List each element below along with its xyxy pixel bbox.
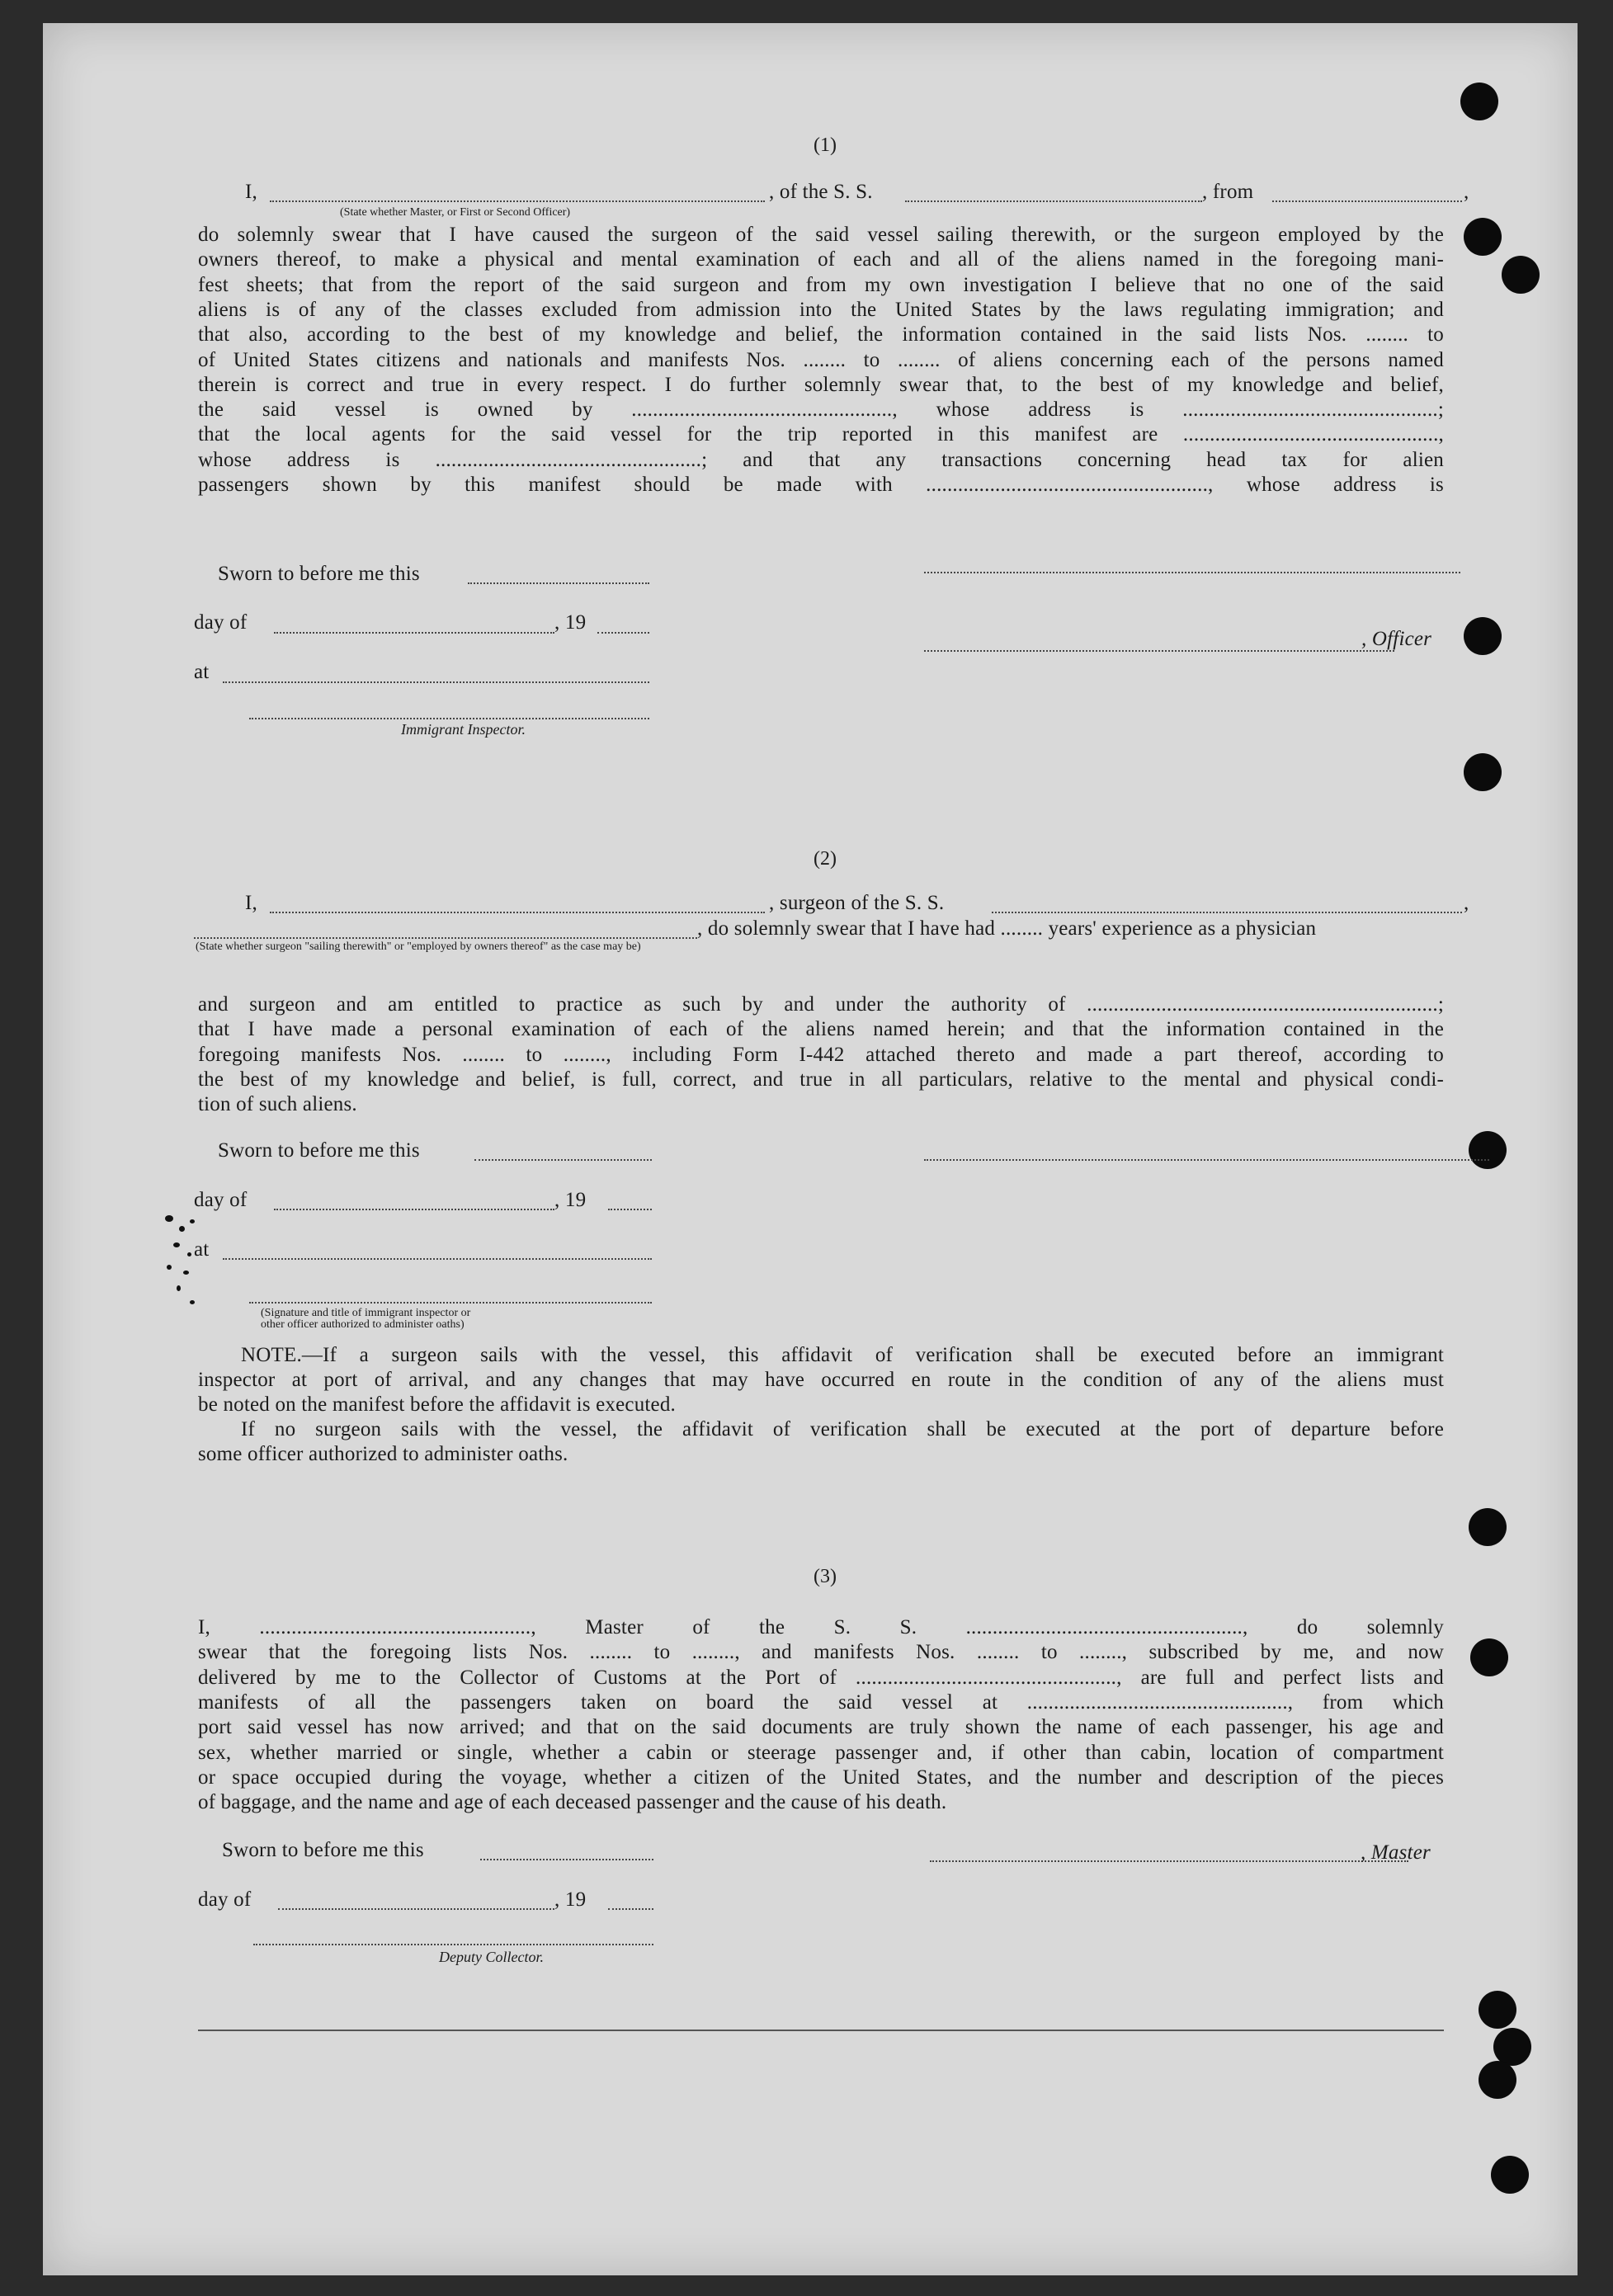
sec3-sworn-label: Sworn to before me this [222, 1839, 424, 1861]
sec1-at-field [223, 681, 649, 683]
sec2-sworn-field [474, 1159, 652, 1161]
ink-speck [173, 1242, 180, 1247]
sec2-sworn-label: Sworn to before me this [218, 1139, 420, 1162]
sec1-body-line: aliens is of any of the classes excluded from admission into the United States by the laws regulating immigration; and [198, 298, 1444, 321]
sec1-officer-field [270, 200, 765, 202]
sec2-swear-line: , do solemnly swear that I have had ........ years' experience as a physician [697, 917, 1317, 940]
sec3-master-line [930, 1860, 1408, 1862]
sec2-state-note: (State whether surgeon "sailing therewith" or "employed by owners thereof" as the case may be) [196, 941, 641, 953]
sec1-signature-line [924, 572, 1460, 573]
sec2-i-label: I, [245, 892, 257, 914]
sec3-body-line: delivered by me to the Collector of Customs at the Port of ................................................., are full and perfect lists and [198, 1666, 1444, 1689]
ink-speck [179, 1226, 185, 1232]
sec1-ship-field [905, 200, 1202, 202]
sec2-year-field [608, 1209, 652, 1210]
sec1-body-line: fest sheets; that from the report of the said surgeon and from my own investigation I believe that no one of the said [198, 273, 1444, 296]
sec3-year-field [608, 1908, 653, 1910]
sec1-inspector-label: Immigrant Inspector. [401, 721, 526, 738]
sec2-day-of-label: day of [194, 1189, 248, 1211]
manifest-affidavit-page [43, 23, 1578, 2275]
sec2-body-line: tion of such aliens. [198, 1093, 357, 1116]
sec2-body-line: and surgeon and am entitled to practice as such by and under the authority of ..................................................................; [198, 993, 1444, 1016]
sec1-trailing-comma: , [1464, 181, 1469, 203]
sec2-state-field [194, 937, 697, 939]
ink-speck [187, 1252, 191, 1256]
sec1-officer-line [924, 650, 1394, 652]
sec1-sworn-field [468, 582, 649, 584]
sec2-day-field [274, 1209, 554, 1210]
sec1-body-line: therein is correct and true in every respect. I do further solemnly swear that, to the best of my knowledge and belief, [198, 373, 1444, 396]
sec3-collector-line [253, 1944, 653, 1945]
sec3-collector-label: Deputy Collector. [439, 1949, 544, 1965]
sec3-master-label: , Master [1361, 1841, 1431, 1864]
sec1-state-note: (State whether Master, or First or Second Officer) [340, 206, 571, 219]
sec2-note-line: If no surgeon sails with the vessel, the affidavit of verification shall be executed at the port of departure before [241, 1418, 1444, 1440]
ink-speck [183, 1271, 189, 1275]
sec1-officer-label: , Officer [1361, 628, 1432, 650]
ink-speck [190, 1300, 195, 1304]
sec2-note-line: inspector at port of arrival, and any changes that may have occurred en route in the condition of any of the aliens must [198, 1369, 1444, 1391]
sec1-body-line: of United States citizens and nationals and manifests Nos. ........ to ........ of aliens concerning each of the persons named [198, 348, 1444, 371]
sec2-note-line: some officer authorized to administer oaths. [198, 1443, 568, 1465]
punch-hole [1464, 753, 1502, 791]
punch-hole [1470, 1638, 1508, 1676]
sec2-note-line: NOTE.—If a surgeon sails with the vessel, this affidavit of verification shall be executed before an immigrant [241, 1344, 1444, 1366]
sec1-body-line: the said vessel is owned by ................................................., whose address is ................................................; [198, 398, 1444, 422]
punch-hole [1464, 218, 1502, 256]
ink-speck [177, 1285, 181, 1291]
sec3-body-line: or space occupied during the voyage, whether a citizen of the United States, and the number and description of the pieces [198, 1766, 1444, 1789]
sec1-body-line: that also, according to the best of my knowledge and belief, the information contained in the said lists Nos. ........ to [198, 323, 1444, 347]
punch-hole [1464, 617, 1502, 655]
punch-hole [1469, 1131, 1507, 1169]
ink-speck [167, 1265, 172, 1270]
punch-hole [1479, 2061, 1516, 2099]
sec1-at-label: at [194, 661, 210, 683]
sec2-year-label: , 19 [554, 1189, 587, 1211]
section-1-number: (1) [814, 134, 837, 156]
sec1-body-line: do solemnly swear that I have caused the surgeon of the said vessel sailing therewith, or the surgeon employed by the [198, 224, 1444, 246]
sec1-day-of-label: day of [194, 611, 248, 634]
sec3-year-label: , 19 [554, 1888, 587, 1911]
sec3-body-line: I, ..................................................., Master of the S. S. ...................................................., do solemnly [198, 1616, 1444, 1638]
sec1-from-label: , from [1202, 181, 1254, 203]
sec2-body-line: the best of my knowledge and belief, is full, correct, and true in all particulars, relative to the mental and physical condi- [198, 1068, 1444, 1091]
sec3-body-line: swear that the foregoing lists Nos. ........ to ........, and manifests Nos. ........ to ........, subscribed by me, and now [198, 1641, 1444, 1664]
sec2-sig-note-1: (Signature and title of immigrant inspector or [261, 1307, 471, 1319]
punch-hole [1469, 1508, 1507, 1546]
sec2-trailing-comma: , [1464, 892, 1469, 914]
sec2-surgeon-of-label: , surgeon of the S. S. [769, 892, 945, 914]
sec2-inspector-line [249, 1302, 652, 1304]
sec2-at-label: at [194, 1238, 210, 1261]
sec2-note-line: be noted on the manifest before the affidavit is executed. [198, 1393, 676, 1416]
sec1-port-field [1272, 200, 1462, 202]
sec1-body-line: owners thereof, to make a physical and mental examination of each and all of the aliens named in the foregoing mani- [198, 248, 1444, 271]
section-2-number: (2) [814, 848, 837, 870]
sec1-i-label: I, [245, 181, 257, 203]
sec3-sworn-field [480, 1859, 653, 1860]
sec2-signature-line [924, 1159, 1489, 1161]
sec2-body-line: foregoing manifests Nos. ........ to ........, including Form I-442 attached thereto and made a part thereof, according to [198, 1043, 1444, 1066]
punch-hole [1491, 2156, 1529, 2194]
ink-speck [190, 1219, 195, 1223]
punch-hole [1502, 256, 1540, 294]
sec2-surgeon-name-field [270, 912, 765, 913]
sec3-day-of-label: day of [198, 1888, 252, 1911]
sec3-body-line: manifests of all the passengers taken on board the said vessel at ................................................., from which [198, 1690, 1444, 1714]
sec2-at-field [223, 1258, 652, 1260]
section-3-number: (3) [814, 1566, 837, 1587]
sec3-body-line: of baggage, and the name and age of each deceased passenger and the cause of his death. [198, 1791, 947, 1814]
sec1-year-field [597, 632, 649, 634]
sec1-body-line: whose address is ..................................................; and that any transactions concerning head tax for alien [198, 448, 1444, 471]
sec3-body-line: port said vessel has now arrived; and that on the said documents are truly shown the name of each passenger, his age and [198, 1716, 1444, 1739]
sec1-inspector-line [249, 718, 649, 719]
punch-hole [1479, 1991, 1516, 2029]
sec1-sworn-label: Sworn to before me this [218, 563, 420, 585]
sec1-day-field [274, 632, 554, 634]
sec1-of-ss-label: , of the S. S. [769, 181, 873, 203]
sec3-day-field [278, 1908, 554, 1910]
sec2-ship-field [992, 912, 1462, 913]
sec1-body-line: that the local agents for the said vessel for the trip reported in this manifest are ................................................, [198, 423, 1444, 446]
bottom-rule [198, 2030, 1444, 2031]
sec2-sig-note-2: other officer authorized to administer oaths) [261, 1318, 465, 1331]
ink-speck [165, 1215, 173, 1222]
sec3-body-line: sex, whether married or single, whether a cabin or steerage passenger and, if other than cabin, location of compartment [198, 1741, 1444, 1764]
sec1-year-label: , 19 [554, 611, 587, 634]
sec1-body-line: passengers shown by this manifest should be made with ....................................................., whose address is [198, 474, 1444, 496]
sec2-body-line: that I have made a personal examination of each of the aliens named herein; and that the information contained in the [198, 1018, 1444, 1041]
punch-hole [1460, 83, 1498, 120]
